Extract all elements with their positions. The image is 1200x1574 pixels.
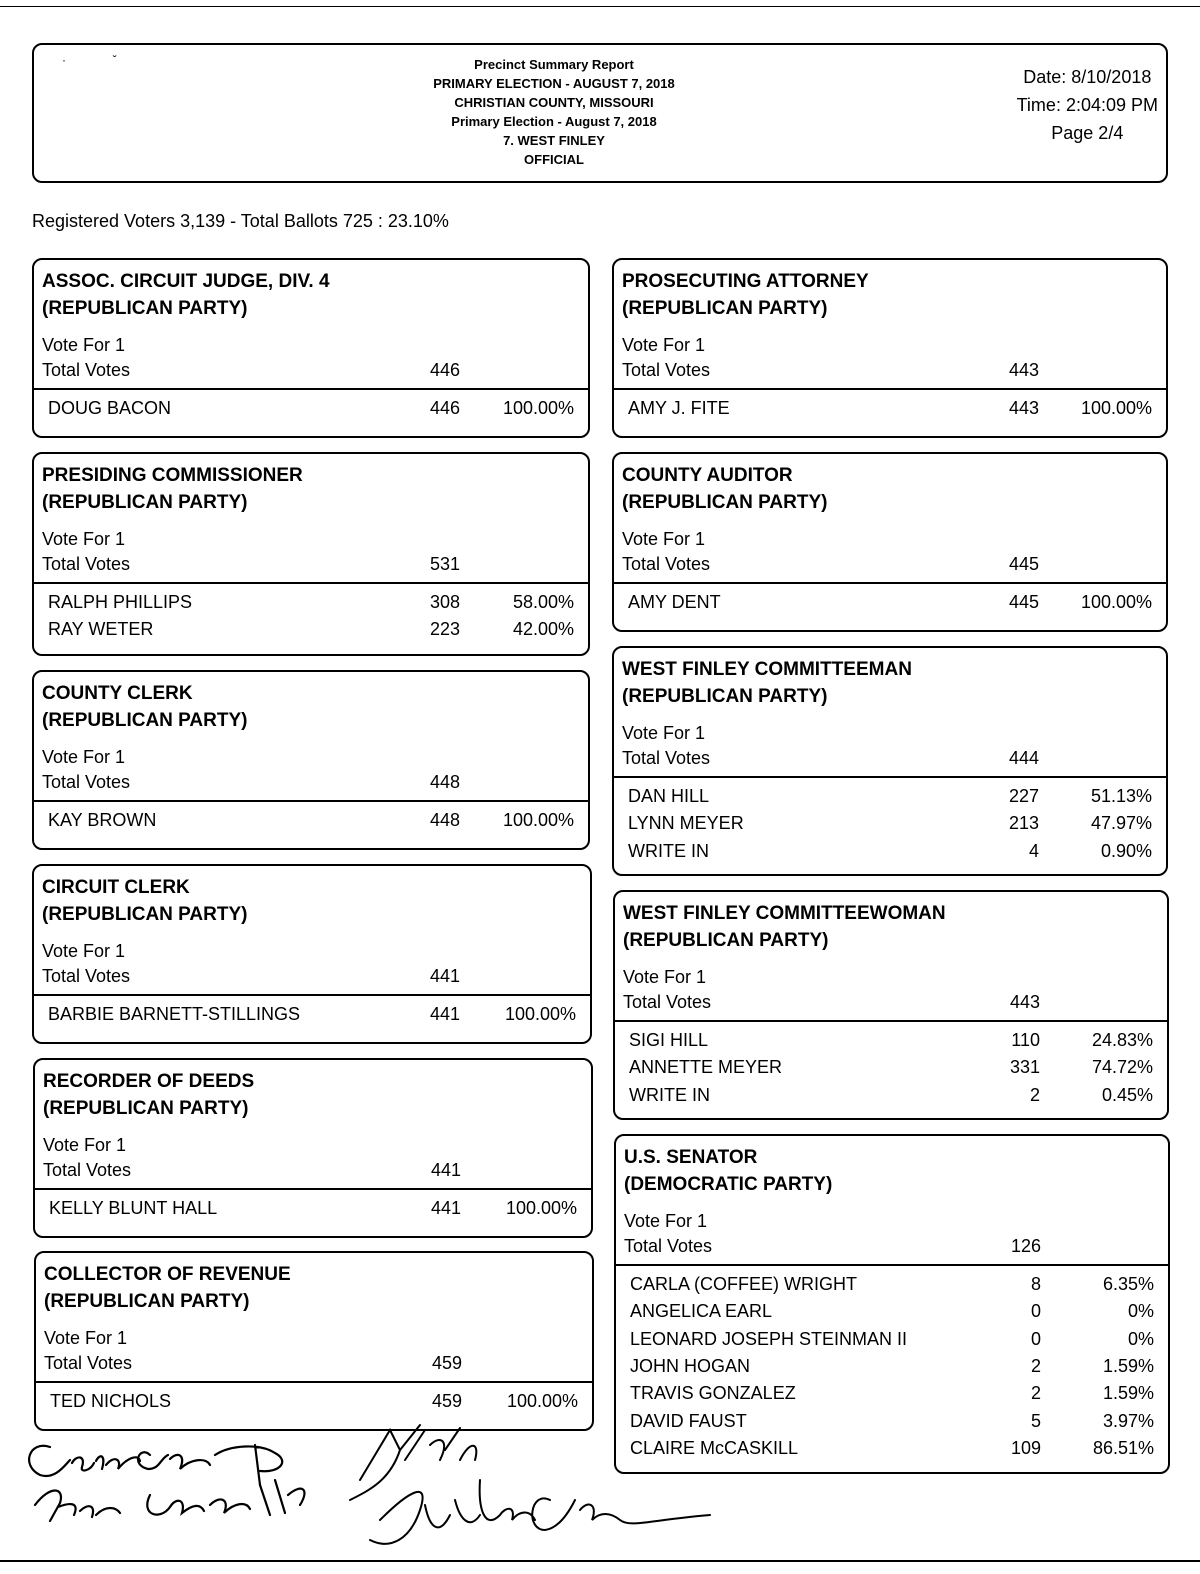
candidate-votes: 8: [1030, 1274, 1041, 1294]
contest-box: [34, 1251, 594, 1431]
divider: [34, 800, 588, 802]
contest-box: [612, 452, 1168, 632]
candidate-percent: 86.51%: [1092, 1437, 1154, 1458]
candidate-votes: 2: [1030, 1355, 1041, 1376]
precinct-name: 7. WEST FINLEY: [503, 133, 605, 148]
contest-office: WEST FINLEY COMMITTEEMAN: [622, 659, 912, 680]
vote-for-label: Vote For 1: [622, 723, 706, 743]
candidate-name: TED NICHOLS: [50, 1391, 172, 1411]
candidate-percent: 3.97%: [1102, 1410, 1154, 1431]
candidate-votes: 2: [1030, 1383, 1041, 1404]
candidate-name: CARLA (COFFEE) WRIGHT: [630, 1274, 858, 1294]
total-votes-label: Total Votes: [622, 554, 711, 574]
candidate-percent: 100.00%: [504, 1004, 576, 1024]
candidate-name: KELLY BLUNT HALL: [49, 1198, 218, 1218]
contest-party: (REPUBLICAN PARTY): [44, 1291, 250, 1312]
vote-for-label: Vote For 1: [42, 941, 126, 961]
candidate-votes: 448: [429, 810, 460, 830]
candidate-percent: 51.13%: [1090, 786, 1152, 806]
candidate-name: JOHN HOGAN: [630, 1355, 751, 1376]
candidate-votes: 331: [1009, 1057, 1040, 1078]
candidate-percent: 0%: [1127, 1328, 1154, 1349]
contest-box: [32, 864, 592, 1044]
candidate-name: ANGELICA EARL: [630, 1301, 773, 1322]
candidate-votes: 445: [1008, 592, 1039, 612]
candidate-votes: 308: [429, 592, 460, 612]
candidate-row: [630, 1274, 1154, 1301]
candidate-row: [48, 619, 574, 646]
candidate-row: [628, 398, 1152, 425]
candidate-row: [48, 1004, 576, 1031]
divider: [34, 994, 590, 996]
candidate-votes: 227: [1008, 786, 1039, 806]
signature-right: [330, 1420, 730, 1560]
total-votes-value: 445: [1008, 554, 1039, 574]
county-name: CHRISTIAN COUNTY, MISSOURI: [454, 95, 654, 110]
total-votes-label: Total Votes: [42, 554, 131, 574]
report-time: Time: 2:04:09 PM: [1016, 95, 1158, 115]
candidate-votes: 0: [1030, 1328, 1041, 1349]
report-title: Precinct Summary Report: [474, 57, 634, 72]
election-subtitle: Primary Election - August 7, 2018: [451, 114, 657, 129]
report-date: Date: 8/10/2018: [1023, 67, 1152, 87]
contest-office: ASSOC. CIRCUIT JUDGE, DIV. 4: [42, 271, 330, 292]
page-number: Page 2/4: [1051, 123, 1124, 143]
candidate-name: KAY BROWN: [48, 810, 157, 830]
total-votes-value: 441: [430, 1160, 461, 1180]
candidate-row: [630, 1329, 1154, 1356]
contest-title: [42, 680, 247, 734]
candidate-percent: 74.72%: [1091, 1057, 1153, 1078]
contest-title: [623, 900, 946, 954]
contest-party: (REPUBLICAN PARTY): [42, 710, 248, 731]
total-votes-value: 459: [431, 1353, 462, 1373]
candidate-name: DAVID FAUST: [630, 1410, 747, 1431]
contest-box: [33, 1058, 593, 1238]
total-votes-value: 531: [429, 554, 460, 574]
contest-title: [624, 1144, 832, 1198]
vote-for-label: Vote For 1: [622, 335, 706, 355]
total-votes-label: Total Votes: [622, 748, 711, 768]
total-votes-label: Total Votes: [44, 1353, 133, 1373]
candidate-votes: 441: [429, 1004, 460, 1024]
vote-for-label: Vote For 1: [624, 1211, 708, 1231]
candidate-percent: 0.90%: [1100, 840, 1152, 861]
contest-office: RECORDER OF DEEDS: [43, 1071, 255, 1092]
candidate-name: RALPH PHILLIPS: [48, 592, 193, 612]
report-meta: [1017, 63, 1158, 147]
contest-office: COUNTY AUDITOR: [622, 465, 793, 486]
total-votes-value: 444: [1008, 748, 1039, 768]
contest-office: WEST FINLEY COMMITTEEWOMAN: [623, 903, 946, 924]
contest-title: [42, 874, 247, 928]
candidate-percent: 100.00%: [1080, 398, 1152, 418]
divider: [616, 1264, 1168, 1266]
contest-box: [32, 670, 590, 850]
candidate-row: [628, 841, 1152, 868]
total-votes-value: 441: [429, 966, 460, 986]
election-name: PRIMARY ELECTION - AUGUST 7, 2018: [433, 76, 675, 91]
candidate-name: LEONARD JOSEPH STEINMAN II: [630, 1328, 908, 1349]
total-votes-value: 448: [429, 772, 460, 792]
total-votes-label: Total Votes: [42, 360, 131, 380]
divider: [614, 388, 1166, 390]
candidate-percent: 24.83%: [1091, 1030, 1153, 1050]
total-votes-label: Total Votes: [624, 1236, 713, 1256]
report-header: [32, 43, 1168, 183]
candidate-name: AMY DENT: [628, 592, 721, 612]
total-votes-label: Total Votes: [623, 992, 712, 1012]
candidate-name: BARBIE BARNETT-STILLINGS: [48, 1004, 301, 1024]
total-votes-value: 443: [1009, 992, 1040, 1012]
contest-box: [612, 646, 1168, 876]
contest-office: PRESIDING COMMISSIONER: [42, 465, 303, 486]
contest-party: (DEMOCRATIC PARTY): [624, 1174, 833, 1195]
candidate-row: [628, 786, 1152, 813]
total-votes-label: Total Votes: [42, 772, 131, 792]
candidate-votes: 5: [1030, 1410, 1041, 1431]
candidate-percent: 1.59%: [1102, 1355, 1154, 1376]
contest-box: [32, 258, 590, 438]
contest-party: (REPUBLICAN PARTY): [623, 930, 829, 951]
contest-box: [612, 258, 1168, 438]
vote-for-label: Vote For 1: [43, 1135, 127, 1155]
candidate-row: [49, 1198, 577, 1225]
contest-party: (REPUBLICAN PARTY): [622, 298, 828, 319]
vote-for-label: Vote For 1: [42, 529, 126, 549]
candidate-name: LYNN MEYER: [628, 813, 744, 834]
candidate-votes: 110: [1011, 1030, 1040, 1050]
candidate-percent: 100.00%: [505, 1198, 577, 1218]
vote-for-label: Vote For 1: [42, 335, 126, 355]
candidate-row: [630, 1356, 1154, 1383]
candidate-name: WRITE IN: [629, 1084, 710, 1105]
divider: [36, 1381, 592, 1383]
candidate-percent: 100.00%: [502, 810, 574, 830]
candidate-name: CLAIRE McCASKILL: [630, 1437, 799, 1458]
total-votes-label: Total Votes: [622, 360, 711, 380]
contest-office: U.S. SENATOR: [624, 1147, 758, 1168]
contest-office: COLLECTOR OF REVENUE: [44, 1264, 291, 1285]
candidate-percent: 0.45%: [1101, 1084, 1153, 1105]
contest-party: (REPUBLICAN PARTY): [42, 298, 248, 319]
contest-party: (REPUBLICAN PARTY): [43, 1098, 249, 1119]
candidate-row: [48, 398, 574, 425]
divider: [34, 388, 588, 390]
report-status: OFFICIAL: [524, 152, 584, 167]
candidate-name: AMY J. FITE: [628, 398, 730, 418]
candidate-percent: 100.00%: [1080, 592, 1152, 612]
candidate-row: [48, 810, 574, 837]
top-rule: [0, 6, 1200, 7]
candidate-name: TRAVIS GONZALEZ: [630, 1383, 796, 1404]
contest-office: COUNTY CLERK: [42, 683, 193, 704]
contest-office: PROSECUTING ATTORNEY: [622, 271, 869, 292]
candidate-votes: 2: [1029, 1084, 1040, 1105]
candidate-name: DOUG BACON: [48, 398, 172, 418]
total-votes-value: 126: [1010, 1236, 1041, 1256]
report-heading: [334, 55, 774, 169]
contest-party: (REPUBLICAN PARTY): [42, 904, 248, 925]
vote-for-label: Vote For 1: [44, 1328, 128, 1348]
candidate-name: SIGI HILL: [629, 1030, 709, 1050]
candidate-row: [630, 1301, 1154, 1328]
candidate-name: ANNETTE MEYER: [629, 1057, 783, 1078]
divider: [35, 1188, 591, 1190]
turnout-summary: Registered Voters 3,139 - Total Ballots 725 : 23.10%: [32, 211, 449, 231]
divider: [615, 1020, 1167, 1022]
candidate-votes: 0: [1030, 1301, 1041, 1322]
contest-title: [622, 462, 827, 516]
candidate-percent: 100.00%: [502, 398, 574, 418]
divider: [614, 582, 1166, 584]
total-votes-label: Total Votes: [43, 1160, 132, 1180]
contest-title: [622, 656, 912, 710]
candidate-row: [48, 592, 574, 619]
bottom-rule: [0, 1560, 1200, 1562]
candidate-row: [628, 813, 1152, 840]
contest-title: [622, 268, 869, 322]
candidate-percent: 1.59%: [1102, 1383, 1154, 1404]
candidate-name: WRITE IN: [628, 840, 709, 861]
contest-title: [42, 462, 303, 516]
candidate-percent: 47.97%: [1090, 813, 1152, 834]
contest-title: [44, 1261, 291, 1315]
candidate-name: DAN HILL: [628, 786, 710, 806]
vote-for-label: Vote For 1: [623, 967, 707, 987]
candidate-votes: 441: [430, 1198, 461, 1218]
candidate-percent: 42.00%: [512, 619, 574, 640]
total-votes-label: Total Votes: [42, 966, 131, 986]
contest-office: CIRCUIT CLERK: [42, 877, 190, 898]
signature-left: [10, 1425, 330, 1545]
vote-for-label: Vote For 1: [42, 747, 126, 767]
contest-party: (REPUBLICAN PARTY): [622, 492, 828, 513]
candidate-votes: 223: [429, 619, 460, 640]
total-votes-value: 446: [429, 360, 460, 380]
divider: [34, 582, 588, 584]
candidate-percent: 0%: [1127, 1301, 1154, 1322]
scan-specks: · ˇ: [62, 53, 117, 67]
candidate-votes: 4: [1028, 840, 1039, 861]
candidate-votes: 109: [1010, 1437, 1041, 1458]
total-votes-value: 443: [1008, 360, 1039, 380]
divider: [614, 776, 1166, 778]
candidate-votes: 443: [1008, 398, 1039, 418]
candidate-percent: 100.00%: [506, 1391, 578, 1411]
contest-box: [613, 890, 1169, 1120]
candidate-row: [629, 1057, 1153, 1084]
candidate-row: [629, 1085, 1153, 1112]
contest-party: (REPUBLICAN PARTY): [622, 686, 828, 707]
candidate-votes: 446: [429, 398, 460, 418]
candidate-votes: 213: [1008, 813, 1039, 834]
contest-title: [43, 1068, 254, 1122]
candidate-row: [628, 592, 1152, 619]
candidate-row: [630, 1383, 1154, 1410]
contest-title: [42, 268, 330, 322]
contest-box: [32, 452, 590, 656]
candidate-row: [50, 1391, 578, 1418]
candidate-percent: 6.35%: [1102, 1274, 1154, 1294]
contest-party: (REPUBLICAN PARTY): [42, 492, 248, 513]
candidate-name: RAY WETER: [48, 619, 154, 640]
candidate-row: [629, 1030, 1153, 1057]
candidate-percent: 58.00%: [512, 592, 574, 612]
vote-for-label: Vote For 1: [622, 529, 706, 549]
candidate-votes: 459: [431, 1391, 462, 1411]
